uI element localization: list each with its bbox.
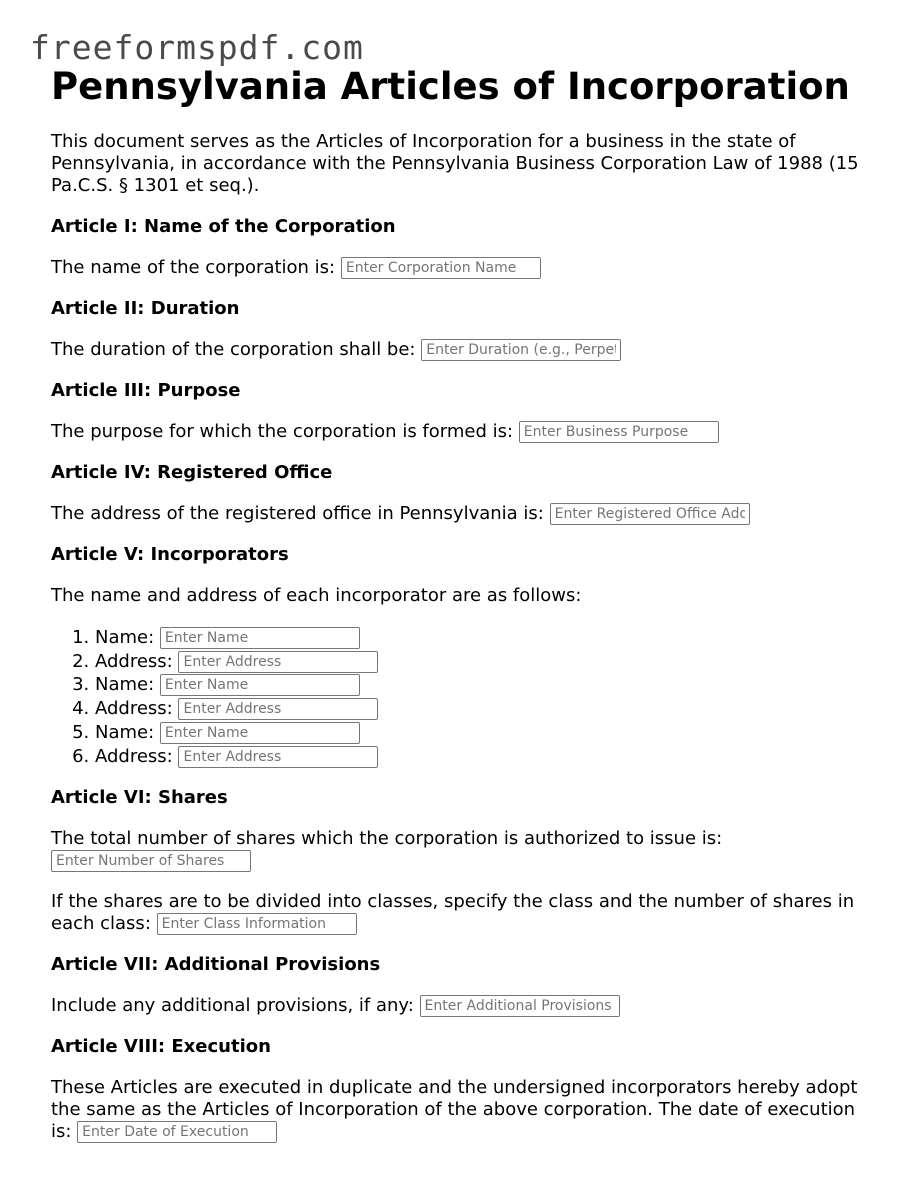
list-item: [95, 745, 866, 769]
additional-provisions-input[interactable]: [420, 995, 620, 1017]
document: [51, 64, 866, 1162]
article-5-heading: Article V: Incorporators: [51, 544, 289, 565]
incorporator-3-address-label: Address:: [95, 745, 179, 767]
article-1-paragraph: [51, 257, 866, 279]
class-information-input[interactable]: [157, 913, 357, 935]
incorporator-1-address-label: Address:: [95, 650, 179, 672]
article-2-heading: Article II: Duration: [51, 298, 240, 319]
article-4-text: The address of the registered office in Pennsylvania is:: [51, 503, 550, 524]
incorporator-3-name-input[interactable]: [160, 722, 360, 744]
incorporator-1-address-input[interactable]: [178, 651, 378, 673]
incorporator-1-name-input[interactable]: [160, 627, 360, 649]
list-item: [95, 673, 866, 697]
article-6-classes-paragraph: [51, 891, 866, 935]
article-3-paragraph: [51, 421, 866, 443]
watermark-logo: freeformspdf.com: [30, 28, 364, 67]
article-2-paragraph: [51, 339, 866, 361]
list-item: [95, 721, 866, 745]
article-7-paragraph: [51, 995, 866, 1017]
article-6-heading: Article VI: Shares: [51, 787, 228, 809]
article-6-classes-text: If the shares are to be divided into classes, specify the class and the number of shares in each class:: [51, 891, 855, 935]
article-8-text: These Articles are executed in duplicate and the undersigned incorporators hereby adopt the same as the Articles of Incorporation of the above corporation. The date of execution is:: [51, 1077, 858, 1143]
article-2-text: The duration of the corporation shall be:: [51, 339, 422, 360]
article-4-heading: Article IV: Registered Office: [51, 462, 333, 483]
duration-input[interactable]: [421, 339, 621, 361]
page-title: Pennsylvania Articles of Incorporation: [51, 65, 850, 108]
registered-office-input[interactable]: [550, 503, 750, 525]
article-3-text: The purpose for which the corporation is formed is:: [51, 421, 519, 442]
article-4-paragraph: [51, 503, 866, 525]
number-of-shares-input[interactable]: [51, 850, 251, 872]
article-8-heading: Article VIII: Execution: [51, 1036, 271, 1058]
incorporator-2-name-input[interactable]: [160, 674, 360, 696]
intro-paragraph: This document serves as the Articles of Incorporation for a business in the state of Pennsylvania, in accordance with the Pennsylvania Business Corporation Law of 1988 (15 Pa.C.S. § 1301 et seq.).: [51, 131, 859, 196]
article-7-text: Include any additional provisions, if any:: [51, 995, 420, 1017]
list-item: [95, 697, 866, 721]
article-1-text: The name of the corporation is:: [51, 257, 341, 278]
incorporator-3-name-label: Name:: [95, 721, 160, 743]
corporation-name-input[interactable]: [341, 257, 541, 279]
incorporator-2-address-input[interactable]: [178, 698, 378, 720]
incorporator-2-name-label: Name:: [95, 674, 160, 696]
article-3-heading: Article III: Purpose: [51, 380, 241, 401]
date-of-execution-input[interactable]: [77, 1121, 277, 1143]
article-7-heading: Article VII: Additional Provisions: [51, 954, 381, 976]
incorporator-2-address-label: Address:: [95, 698, 179, 720]
list-item: [95, 650, 866, 674]
incorporator-1-name-label: Name:: [95, 627, 160, 648]
business-purpose-input[interactable]: [519, 421, 719, 443]
incorporators-list: [51, 626, 866, 768]
article-6-shares-paragraph: [51, 828, 866, 872]
article-1-heading: Article I: Name of the Corporation: [51, 216, 396, 237]
article-5-text: The name and address of each incorporator are as follows:: [51, 585, 582, 606]
list-item: [95, 626, 866, 650]
article-6-shares-text: The total number of shares which the corporation is authorized to issue is:: [51, 828, 723, 850]
incorporator-3-address-input[interactable]: [178, 746, 378, 768]
article-8-paragraph: [51, 1077, 866, 1143]
